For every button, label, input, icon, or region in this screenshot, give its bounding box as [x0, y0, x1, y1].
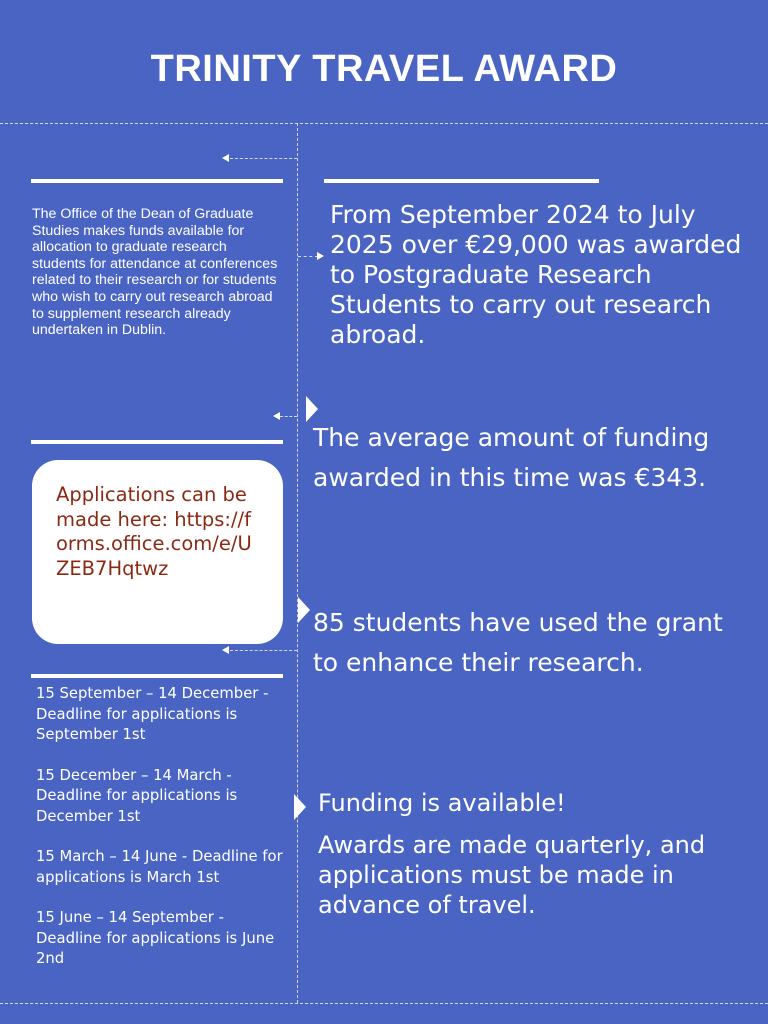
divider [31, 674, 283, 678]
divider [31, 440, 283, 444]
deadline-item: 15 December – 14 March - Deadline for applications is December 1st [36, 766, 238, 825]
footer-divider [0, 1003, 768, 1004]
arrow-left-icon [222, 646, 229, 654]
connector-line [230, 158, 297, 159]
total-awarded-stat: From September 2024 to July 2025 over €29,000 was awarded to Postgraduate Research Students to carry out research abroad. [330, 200, 742, 349]
deadline-item: 15 June – 14 September - Deadline for applications is June 2nd [36, 909, 275, 967]
timeline-spine [297, 123, 298, 1003]
connector-line [230, 650, 297, 651]
arrow-left-icon [273, 412, 280, 420]
average-amount-stat: The average amount of funding awarded in this time was €343. [313, 423, 710, 492]
timeline-marker-icon [298, 597, 310, 623]
application-link[interactable]: https://forms.office.com/e/UZEB7Hqtwz [56, 507, 252, 580]
intro-paragraph: The Office of the Dean of Graduate Studies makes funds available for allocation to graduate research students for attendance at conferences related to their research or for students who wish to carry out research abroad to supplement research already undertaken in Dublin. [32, 206, 278, 339]
arrow-left-icon [222, 154, 229, 162]
deadline-item: 15 March – 14 June - Deadline for applications is March 1st [36, 848, 283, 886]
connector-line [298, 256, 318, 257]
deadline-list [36, 684, 286, 990]
students-count-stat: 85 students have used the grant to enhance their research. [313, 608, 723, 677]
award-schedule-text: Awards are made quarterly, and applications must be made in advance of travel. [318, 831, 706, 919]
funding-available-heading: Funding is available! [318, 789, 566, 817]
connector-line [280, 416, 297, 417]
divider [324, 179, 599, 183]
divider [31, 179, 283, 183]
arrow-right-icon [317, 252, 324, 260]
timeline-marker-icon [294, 794, 306, 820]
deadline-item: 15 September – 14 December - Deadline for applications is September 1st [36, 685, 269, 743]
page-title: TRINITY TRAVEL AWARD [150, 48, 618, 90]
application-box [32, 460, 283, 644]
application-label: Applications can be made here: [56, 483, 247, 531]
header-divider [0, 123, 768, 124]
